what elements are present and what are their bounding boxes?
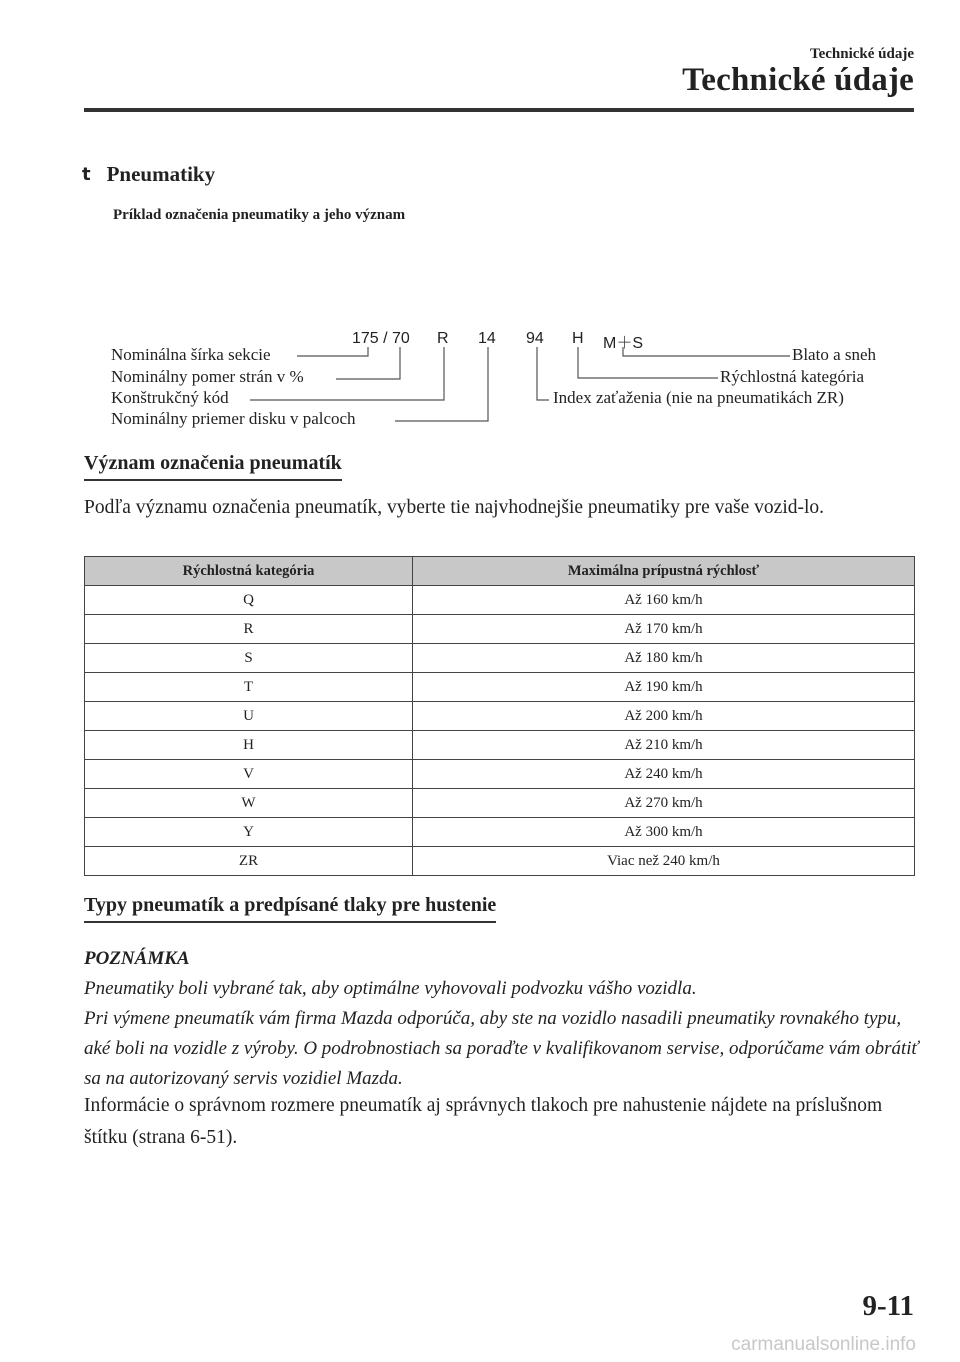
speed-symbol-cell: Q: [85, 586, 413, 615]
table-row: [85, 818, 915, 847]
table-header-cell: Maximálna prípustná rýchlosť: [413, 557, 915, 586]
code-rim: 14: [478, 330, 496, 347]
table-row: [85, 586, 915, 615]
table-header-row: [85, 557, 915, 586]
note-title: POZNÁMKA: [84, 948, 190, 969]
max-speed-cell: Až 200 km/h: [413, 702, 915, 731]
max-speed-cell: Až 240 km/h: [413, 760, 915, 789]
marking-heading: [84, 452, 342, 475]
table-header-cell: Rýchlostná kategória: [85, 557, 413, 586]
leader-line-load: [537, 347, 549, 400]
speed-category-table: [84, 556, 915, 876]
speed-symbol-cell: S: [85, 644, 413, 673]
code-mud-snow: M＋S: [603, 335, 644, 352]
table-row: [85, 731, 915, 760]
diagram-caption: Príklad označenia pneumatiky a jeho význam: [113, 207, 406, 223]
speed-symbol-cell: Y: [85, 818, 413, 847]
code-construction: R: [437, 330, 449, 347]
label-speed-category: Rýchlostná kategória: [720, 367, 864, 386]
table-row: [85, 702, 915, 731]
table-row: [85, 789, 915, 818]
label-rim-diameter: Nominálny priemer disku v palcoch: [111, 409, 356, 428]
max-speed-cell: Až 190 km/h: [413, 673, 915, 702]
label-construction-code: Konštrukčný kód: [111, 388, 229, 407]
info-text: Informácie o správnom rozmere pneumatík aj správnych tlakoch pre nahustenie nájdete na príslušnom štítku (strana 6-51).: [84, 1095, 883, 1148]
speed-symbol-cell: T: [85, 673, 413, 702]
speed-symbol-cell: W: [85, 789, 413, 818]
leader-line-rim: [395, 347, 488, 421]
note-line: Pri výmene pneumatík vám firma Mazda odporúča, aby ste na vozidlo nasadili pneumatiky rovnakého typu, aké boli na vozidle z výroby. O podrobnostiach sa poraďte v kvalifikovanom servise, odporúčame vám obrátiť sa na autorizovaný servis vozidiel Mazda.: [84, 1008, 919, 1089]
label-load-index: Index zaťaženia (nie na pneumatikách ZR): [553, 388, 844, 407]
running-header: Technické údaje: [809, 46, 914, 62]
types-heading-underline: [84, 921, 496, 923]
table-row: [85, 760, 915, 789]
max-speed-cell: Až 300 km/h: [413, 818, 915, 847]
tire-marking-diagram: [0, 320, 960, 440]
marking-text: Podľa významu označenia pneumatík, vyberte tie najvhodnejšie pneumatiky pre vaše vozid-lo.: [84, 497, 825, 518]
code-load: 94: [526, 330, 544, 347]
speed-symbol-cell: ZR: [85, 847, 413, 876]
types-heading: [84, 894, 496, 917]
page-number: 9-11: [862, 1290, 914, 1322]
marking-heading-underline: [84, 479, 342, 481]
chapter-title: Technické údaje: [682, 62, 914, 98]
code-width-ratio: 175 / 70: [352, 330, 410, 347]
max-speed-cell: Až 210 km/h: [413, 731, 915, 760]
header-rule: [84, 108, 914, 112]
note-line: Pneumatiky boli vybrané tak, aby optimálne vyhovovali podvozku vášho vozidla.: [84, 978, 697, 999]
max-speed-cell: Až 160 km/h: [413, 586, 915, 615]
watermark: carmanualsonline.info: [731, 1334, 916, 1355]
max-speed-cell: Až 180 km/h: [413, 644, 915, 673]
section-title: [82, 162, 215, 187]
speed-symbol-cell: H: [85, 731, 413, 760]
leader-line-mud-snow: [623, 347, 790, 356]
leader-line-speed: [578, 347, 718, 378]
table-row: [85, 644, 915, 673]
section-bullet-icon: t: [82, 164, 91, 185]
table-row: [85, 847, 915, 876]
table-row: [85, 673, 915, 702]
label-section-width: Nominálna šírka sekcie: [111, 345, 271, 364]
speed-symbol-cell: R: [85, 615, 413, 644]
max-speed-cell: Až 270 km/h: [413, 789, 915, 818]
marking-heading-text: Význam označenia pneumatík: [84, 452, 342, 474]
label-aspect-ratio: Nominálny pomer strán v %: [111, 367, 304, 386]
types-heading-text: Typy pneumatík a predpísané tlaky pre hustenie: [84, 894, 497, 916]
speed-symbol-cell: U: [85, 702, 413, 731]
speed-symbol-cell: V: [85, 760, 413, 789]
code-speed: H: [572, 330, 584, 347]
label-mud-snow: Blato a sneh: [792, 345, 877, 364]
max-speed-cell: Až 170 km/h: [413, 615, 915, 644]
leader-line-width: [297, 347, 368, 356]
section-title-text: Pneumatiky: [106, 162, 216, 186]
table-row: [85, 615, 915, 644]
max-speed-cell: Viac než 240 km/h: [413, 847, 915, 876]
note-block: [84, 944, 924, 1094]
